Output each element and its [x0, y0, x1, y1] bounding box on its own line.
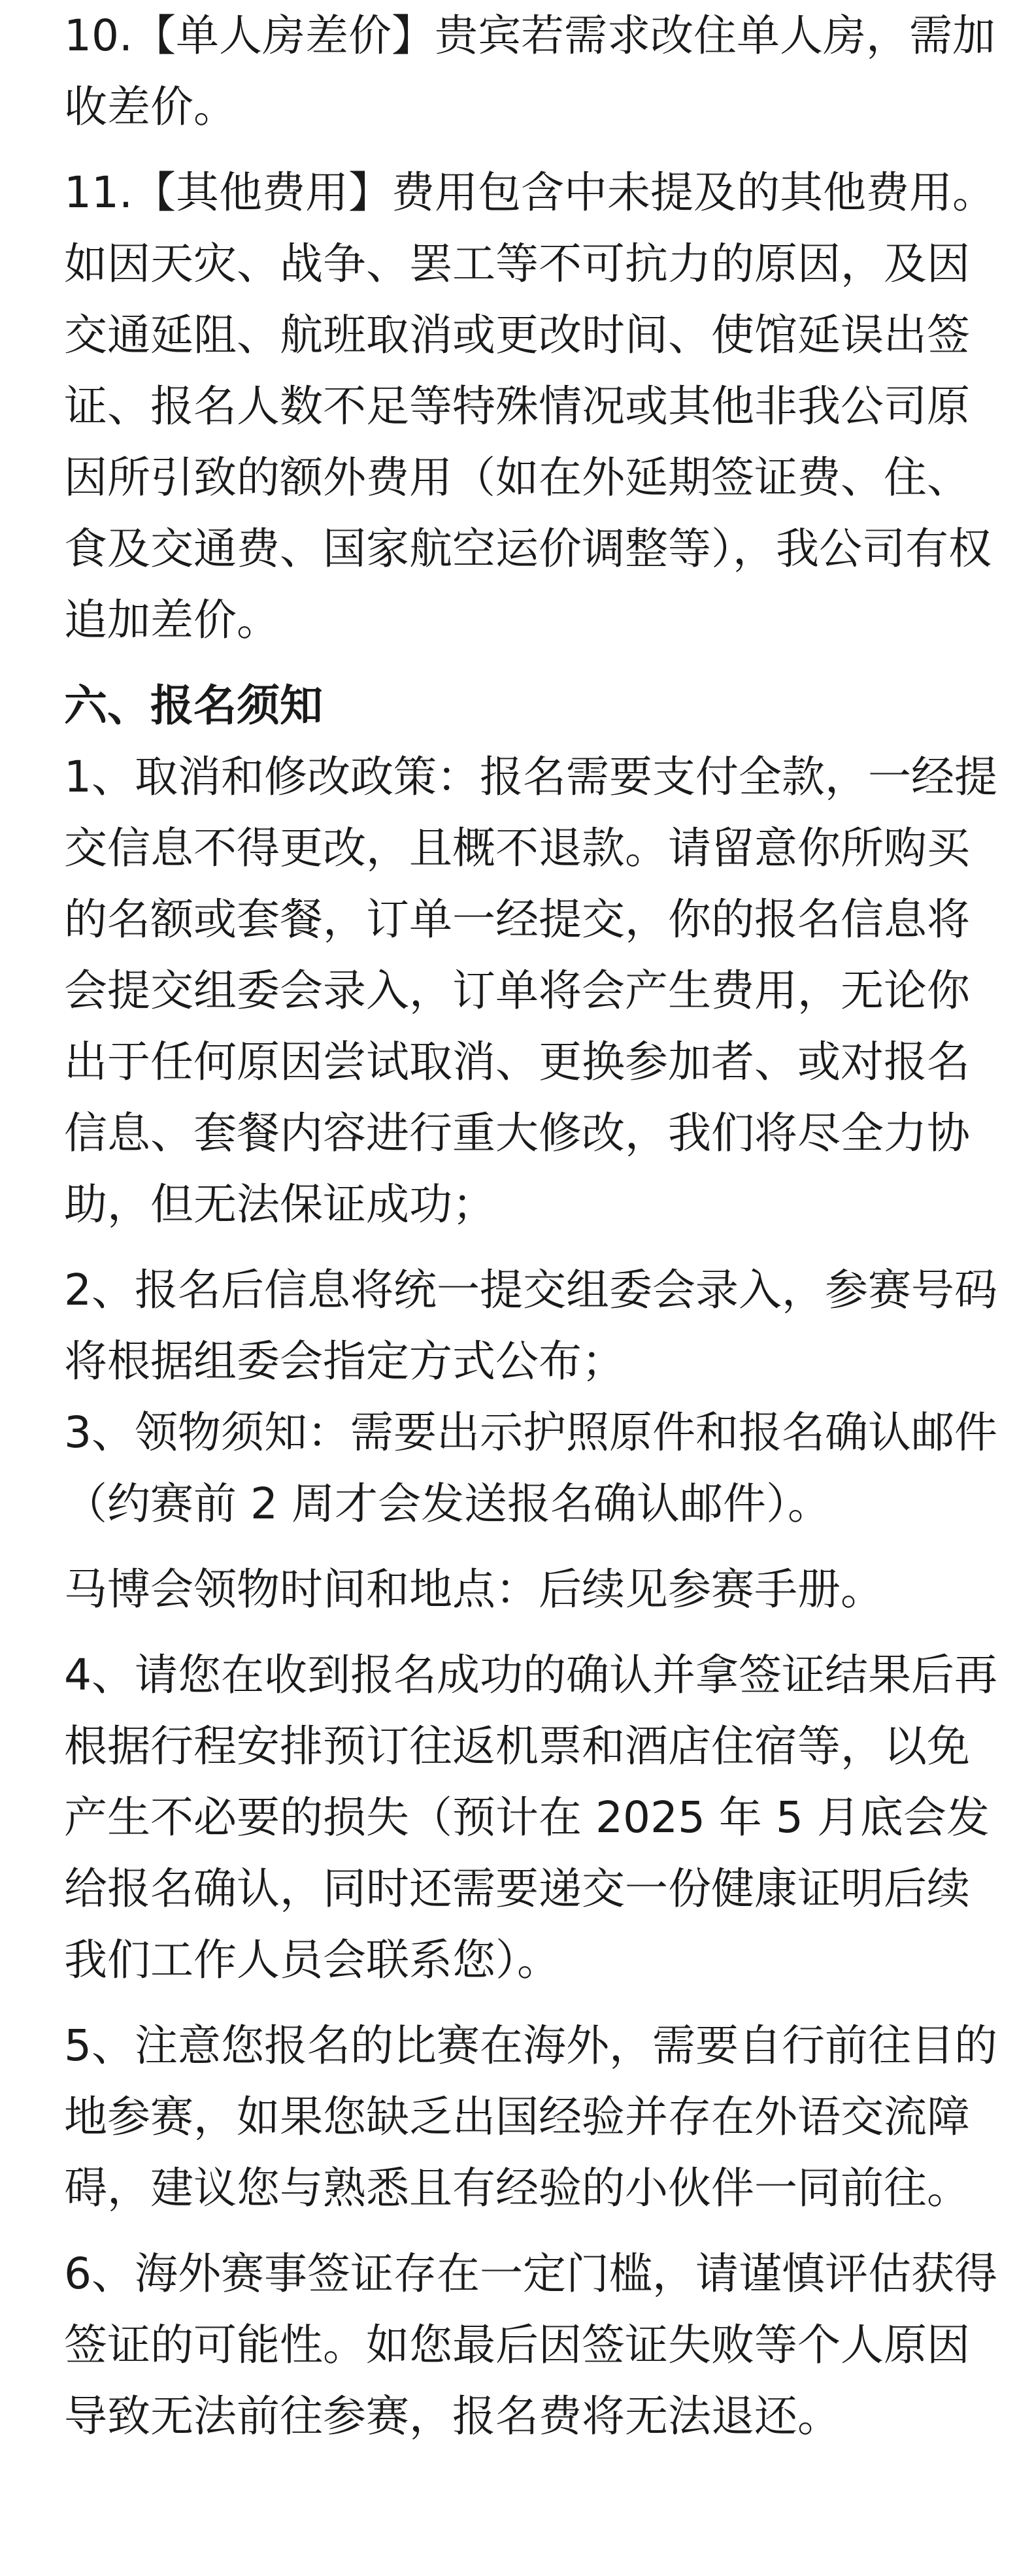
- paragraph-cancellation-policy: 1、取消和修改政策：报名需要支付全款，一经提交信息不得更改，且概不退款。请留意你所购买的名额或套餐，订单一经提交，你的报名信息将会提交组委会录入，订单将会产生费用，无论你出于任何原因尝试取消、更换参加者、或对报名信息、套餐内容进行重大修改，我们将尽全力协助，但无法保证成功；: [64, 752, 997, 1229]
- paragraph-expo-pickup-time: 马博会领物时间和地点：后续见参赛手册。: [64, 1564, 884, 1614]
- paragraph-visa-notice: 6、海外赛事签证存在一定门槛，请谨慎评估获得签证的可能性。如您最后因签证失败等个人原因导致无法前往参赛，报名费将无法退还。: [64, 2249, 997, 2441]
- paragraph-booking-advice: 4、请您在收到报名成功的确认并拿签证结果后再根据行程安排预订往返机票和酒店住宿等，以免产生不必要的损失（预计在 2025 年 5 月底会发给报名确认，同时还需要递交一份健康证明后续我们工作人员会联系您）。: [64, 1650, 997, 1985]
- paragraph-single-room-fee: 10.【单人房差价】贵宾若需求改住单人房，需加收差价。: [64, 10, 995, 132]
- section-heading-registration-notes: 六、报名须知: [64, 680, 323, 731]
- paragraph-pickup-notes: 3、领物须知：需要出示护照原件和报名确认邮件（约赛前 2 周才会发送报名确认邮件）。: [64, 1407, 997, 1529]
- paragraph-overseas-race: 5、注意您报名的比赛在海外，需要自行前往目的地参赛，如果您缺乏出国经验并存在外语交流障碍，建议您与熟悉且有经验的小伙伴一同前往。: [64, 2020, 997, 2213]
- paragraph-info-submission: 2、报名后信息将统一提交组委会录入，参赛号码将根据组委会指定方式公布；: [64, 1265, 997, 1386]
- paragraph-other-fees: 11.【其他费用】费用包含中未提及的其他费用。如因天灾、战争、罢工等不可抗力的原因，及因交通延阻、航班取消或更改时间、使馆延误出签证、报名人数不足等特殊情况或其他非我公司原因所引致的额外费用（如在外延期签证费、住、食及交通费、国家航空运价调整等），我公司有权追加差价。: [64, 167, 995, 645]
